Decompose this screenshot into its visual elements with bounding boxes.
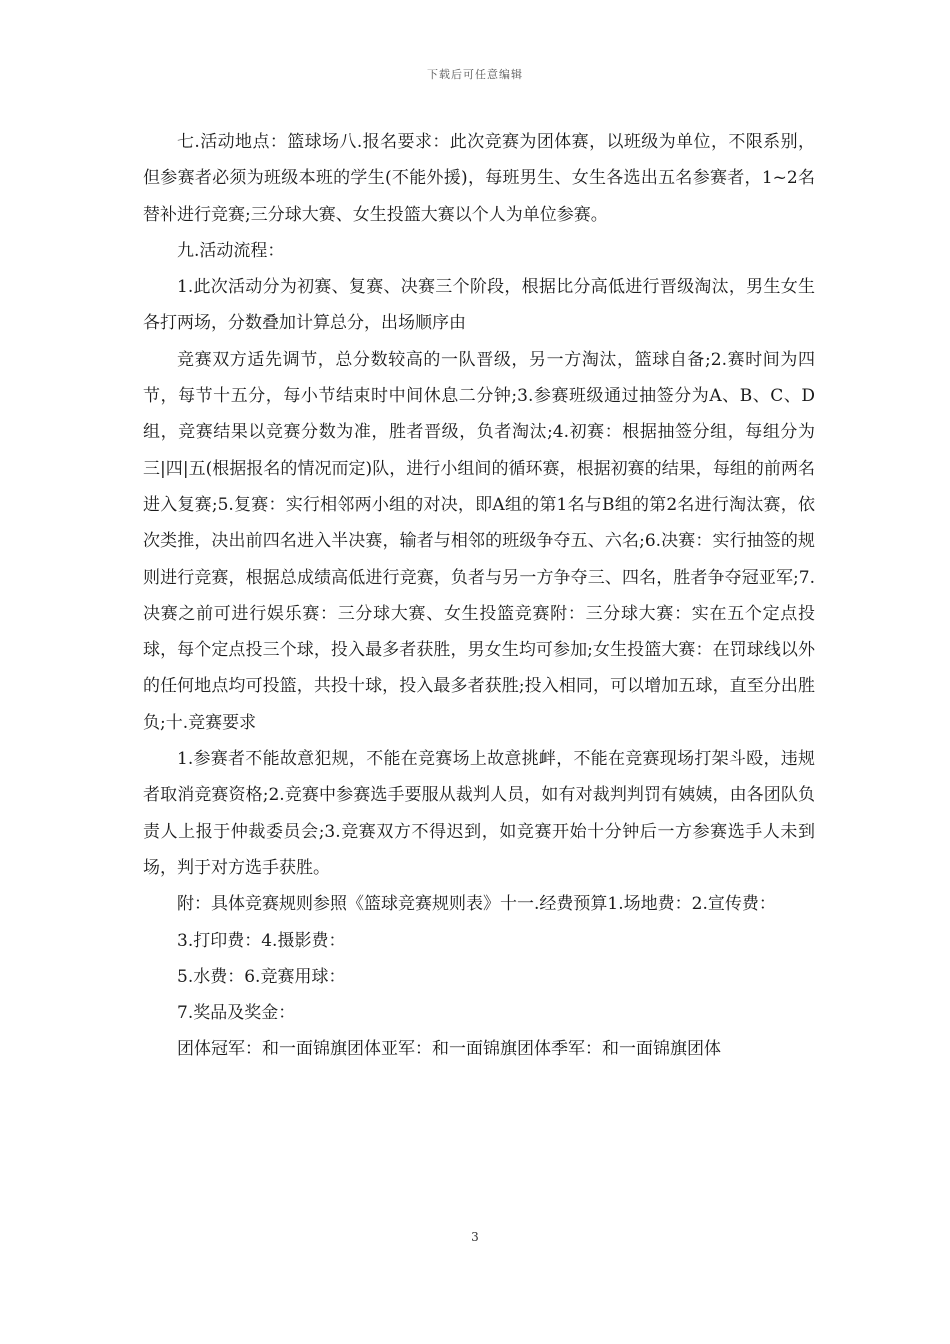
page-header: 下载后可任意编辑 [427, 68, 523, 81]
document-body [143, 124, 815, 1068]
paragraph-stages: 1.此次活动分为初赛、复赛、决赛三个阶段，根据比分高低进行晋级淘汰，男生女生各打两场，分数叠加计算总分，出场顺序由 [143, 277, 815, 334]
paragraph-requirements: 1.参赛者不能故意犯规，不能在竞赛场上故意挑衅，不能在竞赛现场打架斗殴，违规者取消竞赛资格;2.竞赛中参赛选手要服从裁判人员，如有对裁判判罚有姨姨，由各团队负责人上报于仲裁委员会;3.竞赛双方不得迟到，如竞赛开始十分钟后一方参赛选手人未到场，判于对方选手获胜。 [143, 749, 815, 878]
paragraph-venue-registration: 七.活动地点：篮球场八.报名要求：此次竞赛为团体赛，以班级为单位，不限系别，但参赛者必须为班级本班的学生(不能外援)，每班男生、女生各选出五名参赛者，1~2名替补进行竞赛;三分球大赛、女生投篮大赛以个人为单位参赛。 [143, 132, 815, 225]
paragraph-budget-print-photo: 3.打印费：4.摄影费： [177, 930, 346, 951]
paragraph-budget: 附：具体竞赛规则参照《篮球竞赛规则表》十一.经费预算1.场地费：2.宣传费： [177, 894, 776, 915]
paragraph-match-rules: 竞赛双方适先调节，总分数较高的一队晋级，另一方淘汰，篮球自备;2.赛时间为四节，每节十五分，每小节结束时中间休息二分钟;3.参赛班级通过抽签分为A、B、C、D组，竞赛结果以竞赛分数为准，胜者晋级，负者淘汰;4.初赛：根据抽签分组，每组分为三|四|五(根据报名的情况而定)队，进行小组间的循环赛，根据初赛的结果，每组的前两名进入复赛;5.复赛：实行相邻两小组的对决，即A组的第1名与B组的第2名进行淘汰赛，依次类推，决出前四名进入半决赛，输者与相邻的班级争夺五、六名;6.决赛：实行抽签的规则进行竞赛，根据总成绩高低进行竞赛，负者与另一方争夺三、四名，胜者争夺冠亚军;7.决赛之前可进行娱乐赛：三分球大赛、女生投篮竞赛附：三分球大赛：实在五个定点投球，每个定点投三个球，投入最多者获胜，男女生均可参加;女生投篮大赛：在罚球线以外的任何地点均可投篮，共投十球，投入最多者获胜;投入相同，可以增加五球，直至分出胜负;十.竞赛要求 [143, 349, 815, 733]
paragraph-process-heading: 九.活动流程： [177, 240, 285, 261]
paragraph-prizes-heading: 7.奖品及奖金： [177, 1003, 296, 1024]
paragraph-budget-water-ball: 5.水费：6.竞赛用球： [177, 966, 346, 987]
page-number: 3 [471, 1230, 479, 1244]
paragraph-prizes: 团体冠军：和一面锦旗团体亚军：和一面锦旗团体季军：和一面锦旗团体 [177, 1039, 721, 1060]
